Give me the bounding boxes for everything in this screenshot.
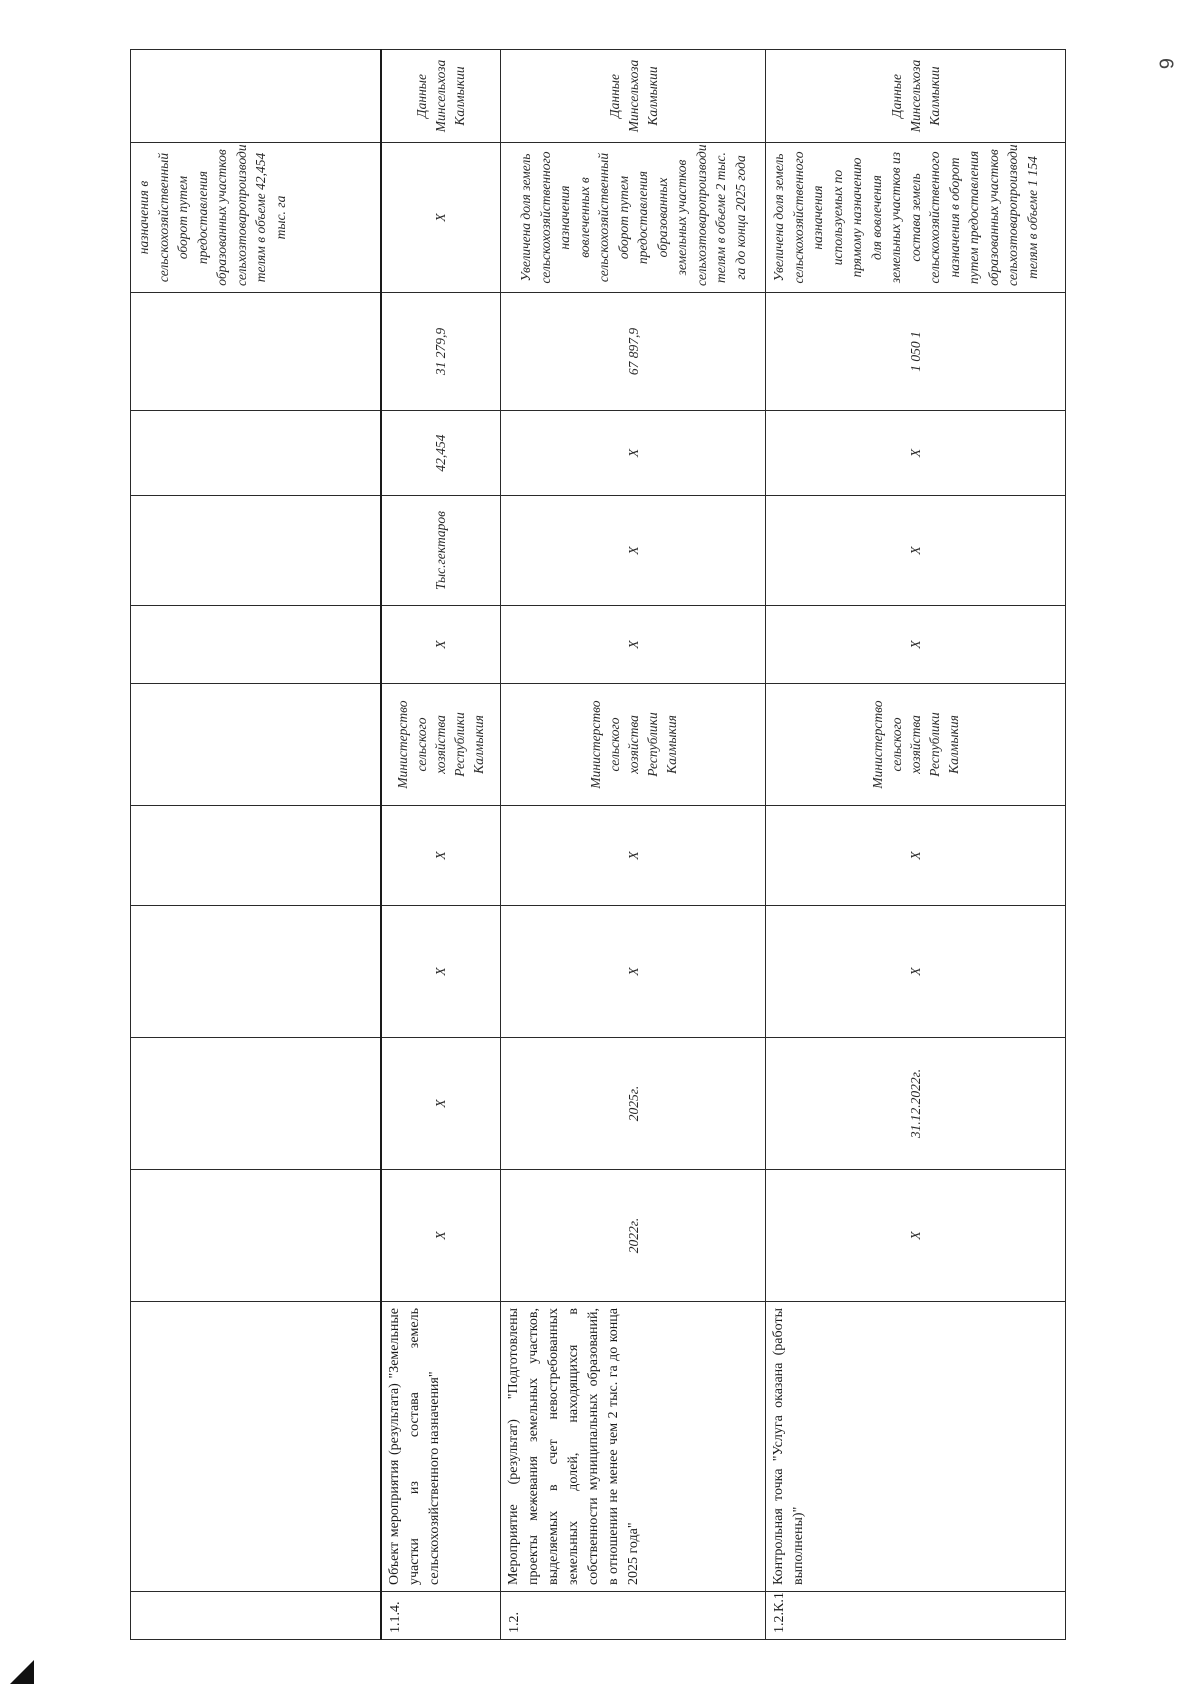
cell-source: Данные Минсельхоза Калмыкии (501, 50, 766, 143)
cell-c10: Х (766, 411, 1066, 496)
page-number: 6 (1154, 57, 1177, 70)
cell-c6: Х (381, 806, 501, 906)
cell-resp (131, 684, 381, 806)
cell-c11 (131, 293, 381, 411)
cell-num (131, 1592, 381, 1640)
rotated-page (130, 50, 1130, 1640)
cell-resp: Министерство сельского хозяйства Республики Калмыкия (766, 684, 1066, 806)
cell-c10: 42,454 (381, 411, 501, 496)
cell-c10: Х (501, 411, 766, 496)
cell-c11: 1 050 1 (766, 293, 1066, 411)
cell-unit (131, 496, 381, 606)
table-row (381, 50, 501, 1640)
cell-c11: 31 279,9 (381, 293, 501, 411)
cell-c8 (131, 606, 381, 684)
cell-source: Данные Минсельхоза Калмыкии (766, 50, 1066, 143)
cell-indicator: назначения в сельскохозяйственный оборот путем предоставления образованных участков сельхозтоваропроизводи телям в объеме 42,454 тыс. га (131, 143, 381, 293)
corner-mark (10, 1660, 34, 1684)
cell-desc (131, 1302, 381, 1592)
cell-c8: Х (501, 606, 766, 684)
cell-c6: Х (766, 806, 1066, 906)
cell-c5: Х (381, 906, 501, 1038)
cell-unit: Х (501, 496, 766, 606)
cell-indicator: Х (381, 143, 501, 293)
cell-end (131, 1038, 381, 1170)
cell-desc: Мероприятие (результат) "Подготовлены проекты межевания земельных участков, выделяемых в счет невостребованных земельных долей, находящихся в собственности муниципальных образований, в отношении не менее чем 2 тыс. га до конца 2025 года" (501, 1302, 766, 1592)
cell-c11: 67 897,9 (501, 293, 766, 411)
cell-num: 1.1.4. (381, 1592, 501, 1640)
cell-resp: Министерство сельского хозяйства Республики Калмыкия (501, 684, 766, 806)
cell-start: Х (381, 1170, 501, 1302)
cell-indicator: Увеличена доля земель сельскохозяйственного назначения используемых по прямому назначению для вовлечения земельных участков из состава земель сельскохозяйственного назначения в оборот путем предоставления образованных участков сельхозтоваропроизводи телям в объеме 1 154 (766, 143, 1066, 293)
cell-unit: Х (766, 496, 1066, 606)
cell-start: 2022г. (501, 1170, 766, 1302)
cell-num: 1.2. (501, 1592, 766, 1640)
cell-c6 (131, 806, 381, 906)
table-body (131, 50, 1066, 1640)
cell-start (131, 1170, 381, 1302)
table-row (131, 50, 381, 1640)
cell-desc: Объект мероприятия (результата) "Земельные участки из состава земель сельскохозяйственного назначения" (381, 1302, 501, 1592)
cell-source (131, 50, 381, 143)
cell-start: Х (766, 1170, 1066, 1302)
measures-table (130, 49, 1066, 1640)
table-row (766, 50, 1066, 1640)
cell-end: Х (381, 1038, 501, 1170)
cell-num: 1.2.К.1 (766, 1592, 1066, 1640)
cell-resp: Министерство сельского хозяйства Республики Калмыкия (381, 684, 501, 806)
cell-c5: Х (501, 906, 766, 1038)
cell-c8: Х (381, 606, 501, 684)
cell-desc: Контрольная точка "Услуга оказана (работы выполнены)" (766, 1302, 1066, 1592)
cell-end: 2025г. (501, 1038, 766, 1170)
cell-end: 31.12.2022г. (766, 1038, 1066, 1170)
cell-source: Данные Минсельхоза Калмыкии (381, 50, 501, 143)
cell-c5: Х (766, 906, 1066, 1038)
table-row (501, 50, 766, 1640)
cell-c6: Х (501, 806, 766, 906)
cell-unit: Тыс.гектаров (381, 496, 501, 606)
cell-indicator: Увеличена доля земель сельскохозяйственного назначения вовлеченных в сельскохозяйственный оборот путем предоставления образованных земельных участков сельхозтоваропроизводи телям в объеме 2 тыс. га до конца 2025 года (501, 143, 766, 293)
cell-c5 (131, 906, 381, 1038)
cell-c10 (131, 411, 381, 496)
cell-c8: Х (766, 606, 1066, 684)
